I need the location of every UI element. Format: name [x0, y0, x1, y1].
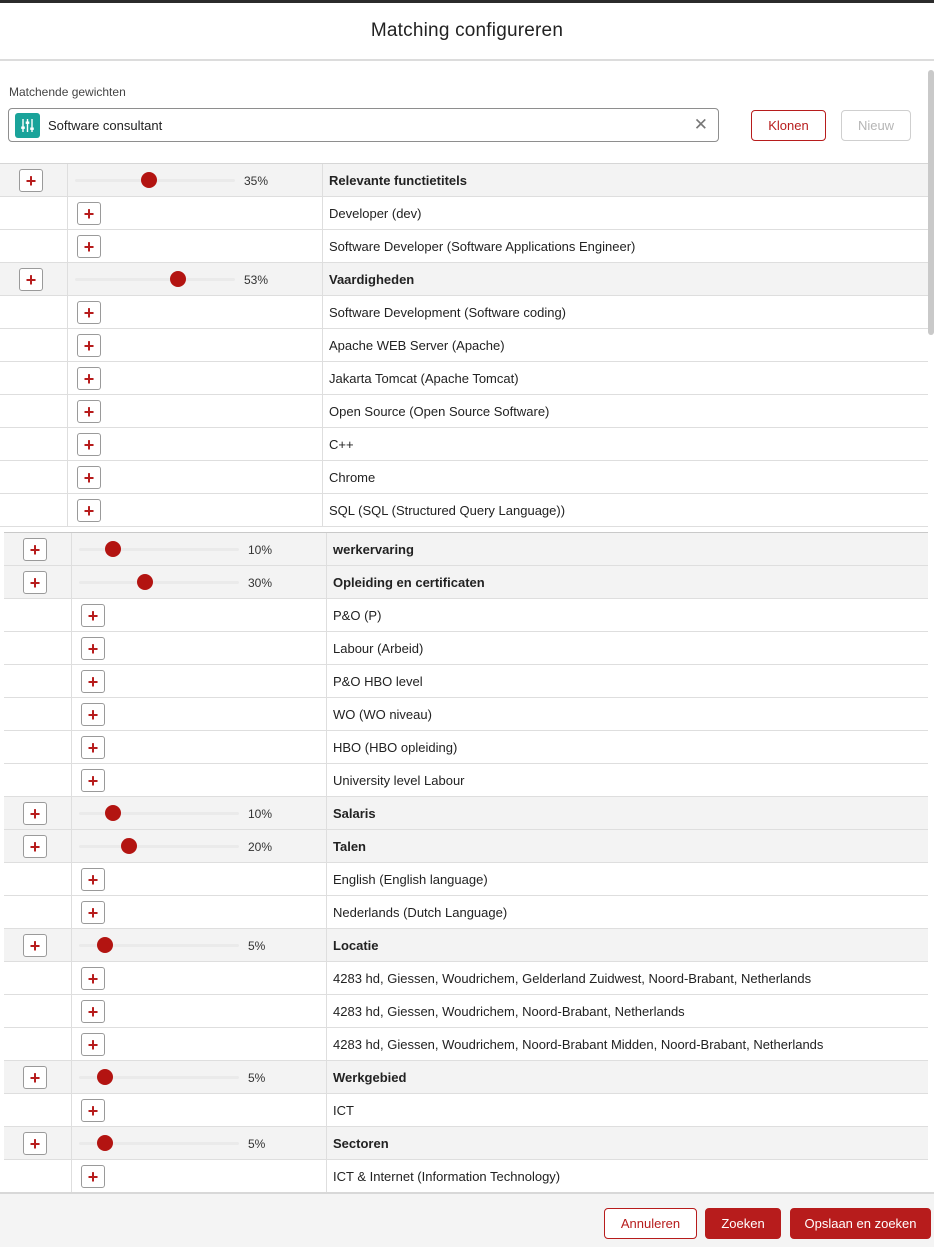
weights-table-section-bottom: [4, 532, 928, 1192]
expand-cell: [4, 995, 72, 1027]
plus-icon: +: [87, 737, 99, 758]
expand-cell: [0, 395, 68, 427]
add-criterion-button[interactable]: [77, 400, 101, 423]
weights-select[interactable]: [8, 108, 719, 142]
expand-cell: [0, 164, 68, 196]
criterion-label: Open Source (Open Source Software): [329, 403, 550, 419]
clone-button[interactable]: Klonen: [751, 110, 826, 141]
criterion-row: [0, 296, 928, 329]
weight-percent: 30%: [248, 576, 273, 590]
weight-cell: [72, 533, 327, 565]
weight-slider-thumb[interactable]: [137, 574, 153, 590]
expand-cell: [4, 962, 72, 994]
weight-cell: [68, 461, 323, 493]
modal-title: Matching configureren: [370, 20, 564, 41]
search-button[interactable]: Zoeken: [705, 1208, 781, 1239]
criterion-row: [4, 764, 928, 797]
weights-label: Matchende gewichten: [9, 85, 126, 99]
weight-cell: [68, 296, 323, 328]
weight-cell: [68, 428, 323, 460]
plus-icon: +: [83, 434, 95, 455]
expand-cell: [4, 1160, 72, 1192]
weight-slider[interactable]: [79, 812, 239, 815]
add-criterion-button[interactable]: [81, 1000, 105, 1023]
expand-cell: [0, 362, 68, 394]
expand-cell: [4, 1094, 72, 1126]
weight-cell: [72, 599, 327, 631]
weight-cell: [68, 362, 323, 394]
weight-slider-thumb[interactable]: [105, 541, 121, 557]
weight-cell: [72, 1094, 327, 1126]
add-category-button[interactable]: [23, 571, 47, 594]
plus-icon: +: [87, 638, 99, 659]
criterion-row: [4, 863, 928, 896]
expand-cell: [0, 428, 68, 460]
criterion-row: [0, 362, 928, 395]
plus-icon: +: [25, 170, 37, 191]
criterion-row: [4, 1094, 928, 1127]
weights-table-section-top: [0, 164, 928, 527]
weight-cell: [72, 797, 327, 829]
add-criterion-button[interactable]: [81, 967, 105, 990]
plus-icon: +: [87, 902, 99, 923]
weight-cell: [68, 230, 323, 262]
criterion-row: [4, 731, 928, 764]
add-criterion-button[interactable]: [77, 466, 101, 489]
add-category-button[interactable]: [19, 268, 43, 291]
weight-percent: 10%: [248, 807, 273, 821]
weight-cell: [72, 1160, 327, 1192]
plus-icon: +: [83, 401, 95, 422]
weight-percent: 5%: [248, 1137, 266, 1151]
category-row: [4, 830, 928, 863]
criterion-row: [4, 1028, 928, 1061]
plus-icon: +: [83, 203, 95, 224]
criterion-label: Software Development (Software coding): [329, 304, 567, 320]
weight-percent: 35%: [244, 174, 269, 188]
criterion-row: [0, 494, 928, 527]
weight-cell: [68, 395, 323, 427]
expand-cell: [0, 197, 68, 229]
weight-cell: [68, 263, 323, 295]
new-button[interactable]: Nieuw: [841, 110, 911, 141]
category-label: Locatie: [333, 937, 379, 953]
add-criterion-button[interactable]: [81, 1099, 105, 1122]
criterion-row: [0, 461, 928, 494]
category-row: [0, 263, 928, 296]
criterion-label: C++: [329, 436, 354, 452]
criterion-row: [4, 962, 928, 995]
weight-slider-thumb[interactable]: [105, 805, 121, 821]
plus-icon: +: [25, 269, 37, 290]
criterion-label: WO (WO niveau): [333, 706, 432, 722]
add-criterion-button[interactable]: [81, 901, 105, 924]
criterion-row: [4, 896, 928, 929]
add-category-button[interactable]: [23, 1132, 47, 1155]
plus-icon: +: [87, 869, 99, 890]
weight-cell: [72, 698, 327, 730]
category-label: Sectoren: [333, 1135, 389, 1151]
weight-slider-thumb[interactable]: [170, 271, 186, 287]
expand-cell: [4, 764, 72, 796]
add-criterion-button[interactable]: [81, 604, 105, 627]
weight-slider[interactable]: [79, 845, 239, 848]
weight-cell: [68, 164, 323, 196]
add-category-button[interactable]: [23, 802, 47, 825]
plus-icon: +: [29, 1067, 41, 1088]
add-category-button[interactable]: [19, 169, 43, 192]
criterion-row: [4, 599, 928, 632]
weight-cell: [72, 1127, 327, 1159]
add-criterion-button[interactable]: [77, 202, 101, 225]
category-row: [4, 929, 928, 962]
weight-cell: [72, 863, 327, 895]
plus-icon: +: [87, 704, 99, 725]
add-criterion-button[interactable]: [81, 736, 105, 759]
criterion-row: [4, 698, 928, 731]
save-and-search-button[interactable]: Opslaan en zoeken: [790, 1208, 931, 1239]
plus-icon: +: [87, 770, 99, 791]
add-category-button[interactable]: [23, 538, 47, 561]
plus-icon: +: [29, 572, 41, 593]
plus-icon: +: [87, 1034, 99, 1055]
criterion-label: SQL (SQL (Structured Query Language)): [329, 502, 566, 518]
criterion-label: Nederlands (Dutch Language): [333, 904, 508, 920]
plus-icon: +: [87, 605, 99, 626]
criterion-label: University level Labour: [333, 772, 465, 788]
expand-cell: [0, 329, 68, 361]
weight-cell: [72, 896, 327, 928]
weight-cell: [68, 329, 323, 361]
criterion-label: Labour (Arbeid): [333, 640, 424, 656]
criterion-row: [0, 230, 928, 263]
add-criterion-button[interactable]: [81, 769, 105, 792]
weights-select-value: Software consultant: [48, 117, 163, 133]
plus-icon: +: [83, 302, 95, 323]
plus-icon: +: [29, 803, 41, 824]
modal-header: [0, 3, 934, 61]
weight-percent: 53%: [244, 273, 269, 287]
weight-slider-thumb[interactable]: [97, 937, 113, 953]
criterion-row: [4, 995, 928, 1028]
expand-cell: [4, 1127, 72, 1159]
close-icon[interactable]: ✕: [693, 115, 708, 134]
modal-footer: [0, 1192, 934, 1247]
weight-cell: [72, 1061, 327, 1093]
plus-icon: +: [87, 1166, 99, 1187]
expand-cell: [4, 896, 72, 928]
weights-table: [0, 163, 928, 1192]
plus-icon: +: [83, 335, 95, 356]
expand-cell: [4, 533, 72, 565]
weight-cell: [72, 1028, 327, 1060]
weight-cell: [72, 731, 327, 763]
add-criterion-button[interactable]: [81, 1165, 105, 1188]
plus-icon: +: [29, 836, 41, 857]
add-category-button[interactable]: [23, 934, 47, 957]
weight-cell: [72, 566, 327, 598]
weight-percent: 5%: [248, 1071, 266, 1085]
category-row: [4, 533, 928, 566]
weight-slider[interactable]: [79, 581, 239, 584]
add-criterion-button[interactable]: [77, 235, 101, 258]
weight-slider-thumb[interactable]: [121, 838, 137, 854]
criterion-row: [0, 197, 928, 230]
plus-icon: +: [29, 935, 41, 956]
add-category-button[interactable]: [23, 1066, 47, 1089]
criterion-label: Jakarta Tomcat (Apache Tomcat): [329, 370, 519, 386]
sliders-icon: [15, 113, 40, 138]
weight-percent: 20%: [248, 840, 273, 854]
category-label: Salaris: [333, 805, 376, 821]
plus-icon: +: [87, 1100, 99, 1121]
plus-icon: +: [83, 500, 95, 521]
scrollbar[interactable]: [928, 70, 934, 335]
expand-cell: [0, 296, 68, 328]
add-criterion-button[interactable]: [77, 367, 101, 390]
category-row: [4, 1127, 928, 1160]
expand-cell: [4, 863, 72, 895]
add-criterion-button[interactable]: [81, 670, 105, 693]
plus-icon: +: [87, 671, 99, 692]
plus-icon: +: [29, 1133, 41, 1154]
weight-slider-thumb[interactable]: [97, 1069, 113, 1085]
weight-cell: [72, 962, 327, 994]
add-criterion-button[interactable]: [77, 301, 101, 324]
add-criterion-button[interactable]: [81, 637, 105, 660]
category-row: [4, 797, 928, 830]
expand-cell: [4, 731, 72, 763]
criterion-label: English (English language): [333, 871, 488, 887]
category-label: Opleiding en certificaten: [333, 574, 485, 590]
weight-cell: [68, 197, 323, 229]
criterion-row: [0, 395, 928, 428]
expand-cell: [0, 461, 68, 493]
category-label: Relevante functietitels: [329, 172, 467, 188]
add-criterion-button[interactable]: [81, 703, 105, 726]
criterion-label: Apache WEB Server (Apache): [329, 337, 505, 353]
weight-cell: [72, 632, 327, 664]
add-category-button[interactable]: [23, 835, 47, 858]
category-label: Talen: [333, 838, 366, 854]
expand-cell: [4, 797, 72, 829]
weight-cell: [72, 995, 327, 1027]
criterion-label: ICT: [333, 1102, 354, 1118]
plus-icon: +: [87, 1001, 99, 1022]
expand-cell: [0, 263, 68, 295]
weight-cell: [72, 929, 327, 961]
criterion-row: [4, 1160, 928, 1192]
weight-cell: [72, 665, 327, 697]
expand-cell: [4, 1061, 72, 1093]
add-criterion-button[interactable]: [77, 433, 101, 456]
expand-cell: [4, 599, 72, 631]
criterion-row: [4, 665, 928, 698]
criterion-label: HBO (HBO opleiding): [333, 739, 458, 755]
expand-cell: [0, 230, 68, 262]
cancel-button[interactable]: Annuleren: [604, 1208, 697, 1239]
weight-slider-thumb[interactable]: [141, 172, 157, 188]
criterion-label: Chrome: [329, 469, 376, 485]
criterion-row: [4, 632, 928, 665]
weight-percent: 10%: [248, 543, 273, 557]
category-label: Werkgebied: [333, 1069, 407, 1085]
add-criterion-button[interactable]: [77, 334, 101, 357]
criterion-label: ICT & Internet (Information Technology): [333, 1168, 561, 1184]
criterion-label: 4283 hd, Giessen, Woudrichem, Noord-Brabant Midden, Noord-Brabant, Netherlands: [333, 1036, 824, 1052]
weight-cell: [72, 764, 327, 796]
expand-cell: [4, 632, 72, 664]
criterion-label: Software Developer (Software Applications Engineer): [329, 238, 636, 254]
criterion-label: Developer (dev): [329, 205, 422, 221]
plus-icon: +: [83, 467, 95, 488]
criterion-label: 4283 hd, Giessen, Woudrichem, Gelderland Zuidwest, Noord-Brabant, Netherlands: [333, 970, 812, 986]
plus-icon: +: [87, 968, 99, 989]
weight-slider[interactable]: [75, 278, 235, 281]
criterion-row: [0, 329, 928, 362]
category-row: [4, 1061, 928, 1094]
plus-icon: +: [29, 539, 41, 560]
plus-icon: +: [83, 368, 95, 389]
expand-cell: [0, 494, 68, 526]
category-row: [4, 566, 928, 599]
expand-cell: [4, 566, 72, 598]
add-criterion-button[interactable]: [77, 499, 101, 522]
weight-percent: 5%: [248, 939, 266, 953]
expand-cell: [4, 929, 72, 961]
add-criterion-button[interactable]: [81, 868, 105, 891]
criterion-label: P&O (P): [333, 607, 382, 623]
expand-cell: [4, 665, 72, 697]
criterion-label: 4283 hd, Giessen, Woudrichem, Noord-Brabant, Netherlands: [333, 1003, 685, 1019]
weight-slider[interactable]: [79, 548, 239, 551]
weight-cell: [72, 830, 327, 862]
category-label: Vaardigheden: [329, 271, 415, 287]
add-criterion-button[interactable]: [81, 1033, 105, 1056]
expand-cell: [4, 830, 72, 862]
weight-slider-thumb[interactable]: [97, 1135, 113, 1151]
weight-cell: [68, 494, 323, 526]
criterion-label: P&O HBO level: [333, 673, 423, 689]
expand-cell: [4, 1028, 72, 1060]
criterion-row: [0, 428, 928, 461]
expand-cell: [4, 698, 72, 730]
category-row: [0, 164, 928, 197]
category-label: werkervaring: [333, 541, 414, 557]
plus-icon: +: [83, 236, 95, 257]
